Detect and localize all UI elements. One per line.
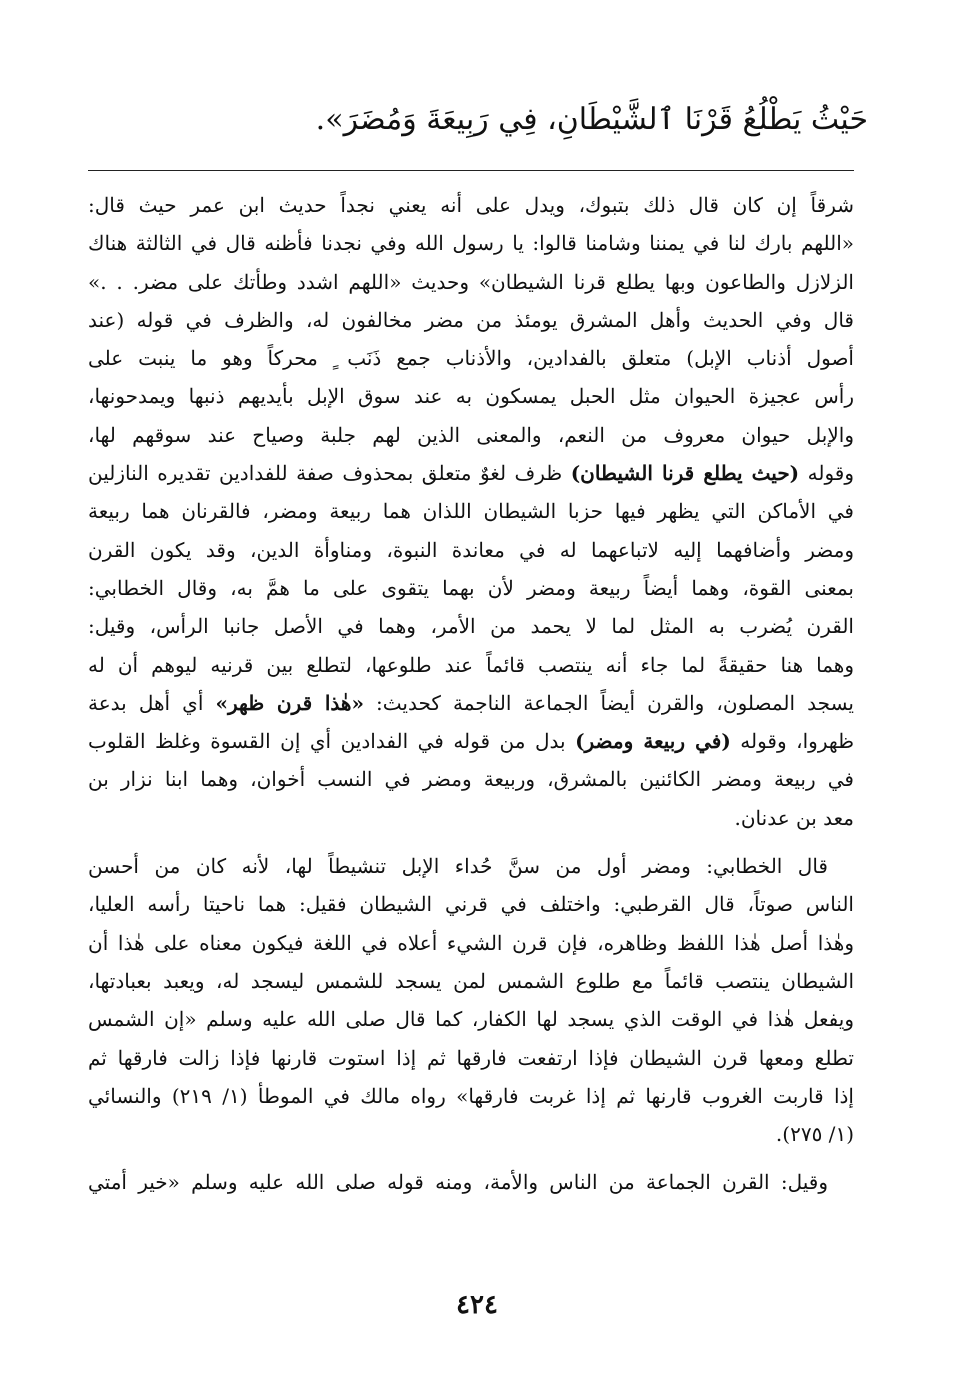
commentary-line: في ربيعة ومضر الكائنين بالمشرق، وربيعة ومضر في النسب أخوان، وهما ابنا نزار بن xyxy=(88,767,854,792)
commentary-line: الناس صوتاً، قال القرطبي: واختلف في قرني الشيطان فقيل: هما ناحيتا رأسه العليا، xyxy=(88,892,854,917)
commentary-line: وهما هنا حقيقةً لما جاء أنه ينتصب قائماً عند طلوعها، لتطلع بين قرنيه ليوهم أن له xyxy=(88,652,854,677)
commentary-line: «اللهم بارك لنا في يمننا وشامنا قالوا: يا رسول الله وفي نجدنا فأظنه قال في الثالثة هناك xyxy=(88,231,854,256)
commentary-line: ويفعل هٰذا في الوقت الذي يسجد لها الكفار، كما قال صلى الله عليه وسلم «إن الشمس xyxy=(88,1007,854,1032)
quoted-hadith-phrase: «هٰذا قرن ظهر» xyxy=(215,690,364,715)
commentary-line: معد بن عدنان. xyxy=(734,805,854,830)
line-text: ظهروا، وقوله xyxy=(730,729,854,754)
quoted-hadith-phrase: (حيث يطلع قرنا الشيطان) xyxy=(570,461,800,486)
line-text: ظرف لغوٌ متعلق بمحذوف صفة للفدادين تقديره النازلين xyxy=(88,461,571,486)
commentary-body xyxy=(88,186,854,1202)
commentary-line: قال وفي الحديث وأهل المشرق يومئذ من مضر مخالفون له، والظرف في قوله (عند xyxy=(88,307,854,332)
commentary-line: رأس عجيزة الحيوان مثل الحبل يمسكون به عند سوق الإبل بأيديهم ذنبها ويمدحونها، xyxy=(88,384,854,409)
paragraph-gap xyxy=(88,1153,854,1163)
commentary-line: قال الخطابي: ومضر أول من سنَّ حُداء الإبل تنشيطاً لها، لأنه كان من أحسن xyxy=(88,854,828,879)
commentary-line: تطلع ومعها قرن الشيطان فإذا ارتفعت فارقها ثم إذا استوت قارنها فإذا زالت فارقها ثم xyxy=(88,1045,854,1070)
hadith-text-line: حَيْثُ يَطْلُعُ قَرْنَا ٱلشَّيْطَانِ، فِي رَبِيعَةَ وَمُضَرَ». xyxy=(315,102,868,137)
quoted-hadith-phrase: (في ربيعة ومضر) xyxy=(575,729,731,754)
commentary-line: بمعنى القوة، وهما أيضاً ربيعة ومضر لأن بهما يتقوى على ما همَّ به، وقال الخطابي: xyxy=(88,575,854,600)
footnote-separator xyxy=(88,170,854,171)
commentary-line: الزلازل والطاعون وبها يطلع قرنا الشيطان» وحديث «اللهم اشدد وطأتك على مضر. . .» xyxy=(88,269,854,294)
line-text: أي أهل بدعة xyxy=(88,690,216,715)
paragraph-gap xyxy=(88,837,854,847)
line-text: بدل من قوله في الفدادين أي إن القسوة وغلظ القلوب xyxy=(88,729,576,754)
commentary-line xyxy=(88,454,854,492)
commentary-line: شرقاً إن كان قال ذلك بتبوك، ويدل على أنه يعني نجداً حديث ابن عمر حيث قال: xyxy=(88,193,854,217)
commentary-line: ومضر وأضافهما إليه لاتباعهما له في معاندة النبوة، ومناوأة الدين، وقد يكون القرن xyxy=(88,537,854,562)
line-text: يسجد المصلون، والقرن أيضاً الجماعة الناجمة كحديث: xyxy=(363,690,854,715)
page-number: ٤٢٤ xyxy=(456,1290,498,1320)
commentary-line xyxy=(88,684,854,722)
commentary-line: إذا قاربت الغروب قارنها ثم إذا غربت فارقها» رواه مالك في الموطأ (١/ ٢١٩) والنسائي xyxy=(88,1083,854,1108)
commentary-line xyxy=(88,722,854,760)
commentary-line: وقيل: القرن الجماعة من الناس والأمة، ومنه قوله صلى الله عليه وسلم «خير أمتي xyxy=(88,1170,828,1195)
commentary-line: وهٰذا أصل هٰذا اللفظ وظاهره، فإن قرن الشيء أعلاه في اللغة فيكون معناه على هٰذا أن xyxy=(88,930,854,955)
commentary-line: (١/ ٢٧٥). xyxy=(775,1122,854,1147)
line-text: وقوله xyxy=(799,461,854,486)
commentary-line: أصول أذناب الإبل) متعلق بالفدادين، والأذناب جمع ذَنَب ٍ محركاً وهو ما ينبت على xyxy=(88,346,854,371)
commentary-line: القرن يُضرب به المثل لما لا يحمد من الأمر، وهما في الأصل جانبا الرأس، وقيل: xyxy=(88,614,854,639)
commentary-line: الشيطان ينتصب قائماً مع طلوع الشمس لمن يسجد للشمس ليسجد له، ويعبد بعبادتها، xyxy=(88,968,854,993)
commentary-line: في الأماكن التي يظهر فيها حزبا الشيطان اللذان هما ربيعة ومضر، فالقرنان هما ربيعة xyxy=(88,499,854,524)
commentary-line: والإبل حيوان معروف من النعم، والمعنى الذين لهم جلبة وصياح عند سوقهم لها، xyxy=(88,422,854,447)
